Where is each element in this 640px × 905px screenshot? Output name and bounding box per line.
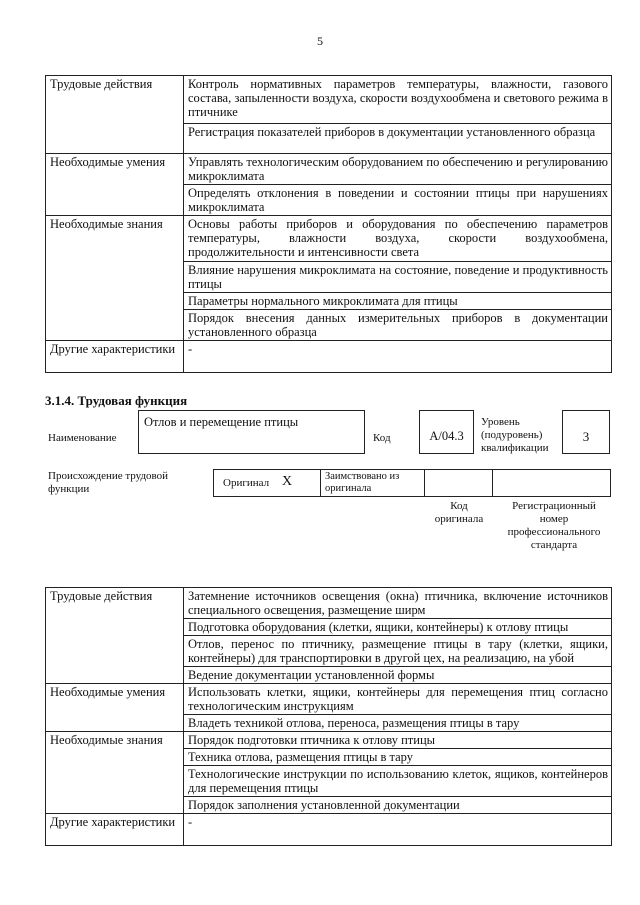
qualification-level-box	[562, 410, 610, 454]
table-cell: Отлов, перенос по птичнику, размещение птицы в тару (клетки, ящики, контейнеры) для транспортировки в другой цех, на реализацию, на убой	[184, 636, 612, 667]
row-label-required-skills: Необходимые умения	[46, 684, 184, 732]
origin-label: Происхождение трудовой функции	[48, 470, 169, 495]
row-label-required-skills: Необходимые умения	[46, 154, 184, 216]
table-cell: Влияние нарушения микроклимата на состояние, поведение и продуктивность птицы	[184, 262, 612, 293]
table-cell: Ведение документации установленной формы	[184, 667, 612, 684]
reg-number-caption: Регистрационный номер профессионального стандарта	[507, 500, 601, 551]
row-label-required-knowledge: Необходимые знания	[46, 216, 184, 341]
table-cell: Порядок заполнения установленной документации	[184, 797, 612, 814]
divider	[320, 470, 321, 496]
table-cell: Основы работы приборов и оборудования по обеспечению параметров температуры, влажности воздуха, скорости воздухообмена, продолжительности и интенсивности света	[184, 216, 612, 262]
table-cell: Порядок подготовки птичника к отлову птицы	[184, 732, 612, 749]
table-cell: Техника отлова, размещения птицы в тару	[184, 749, 612, 766]
function-code-value: А/04.3	[429, 429, 464, 443]
original-label: Оригинал	[223, 477, 270, 489]
origin-table	[213, 469, 611, 497]
section-title: 3.1.4. Трудовая функция	[45, 393, 188, 408]
table-cell: Определять отклонения в поведении и состоянии птицы при нарушениях микроклимата	[184, 185, 612, 216]
function-code-box	[419, 410, 474, 454]
original-mark: Х	[282, 474, 293, 489]
borrowed-label: Заимствовано из оригинала	[325, 471, 400, 494]
table-cell: Порядок внесения данных измерительных приборов в документации установленного образца	[184, 310, 612, 341]
level-label: Уровень (подуровень) квалификации	[481, 416, 549, 454]
function-name-box	[138, 410, 365, 454]
table-cell: -	[184, 814, 612, 846]
table-cell: Использовать клетки, ящики, контейнеры для перемещения птиц согласно технологическим инструкциям	[184, 684, 612, 715]
table-cell: Контроль нормативных параметров температуры, влажности, газового состава, запыленности воздуха, скорости воздухообмена и светового режима в птичнике	[184, 76, 612, 124]
labor-function-table-2	[45, 587, 612, 846]
qualification-level-value: 3	[582, 429, 590, 444]
row-label-other-characteristics: Другие характеристики	[46, 341, 184, 373]
row-label-other-characteristics: Другие характеристики	[46, 814, 184, 846]
table-cell: Управлять технологическим оборудованием по обеспечению и регулированию микроклимата	[184, 154, 612, 185]
table-cell: Регистрация показателей приборов в документации установленного образца	[184, 124, 612, 154]
table-cell: Параметры нормального микроклимата для птицы	[184, 293, 612, 310]
table-cell: Владеть техникой отлова, переноса, размещения птицы в тару	[184, 715, 612, 732]
row-label-labor-actions: Трудовые действия	[46, 588, 184, 684]
row-label-required-knowledge: Необходимые знания	[46, 732, 184, 814]
name-label: Наименование	[48, 432, 117, 444]
code-original-caption: Код оригинала	[434, 500, 484, 525]
divider	[492, 470, 493, 496]
table-cell: Подготовка оборудования (клетки, ящики, контейнеры) к отлову птицы	[184, 619, 612, 636]
row-label-labor-actions: Трудовые действия	[46, 76, 184, 154]
table-cell: Технологические инструкции по использованию клеток, ящиков, контейнеров для перемещения птицы	[184, 766, 612, 797]
table-cell: Затемнение источников освещения (окна) птичника, включение источников специального освещения, размещение ширм	[184, 588, 612, 619]
code-label: Код	[373, 432, 391, 444]
function-name-value: Отлов и перемещение птицы	[144, 415, 299, 429]
table-cell: -	[184, 341, 612, 373]
page-number: 5	[317, 34, 323, 48]
labor-function-table-1	[45, 75, 612, 373]
